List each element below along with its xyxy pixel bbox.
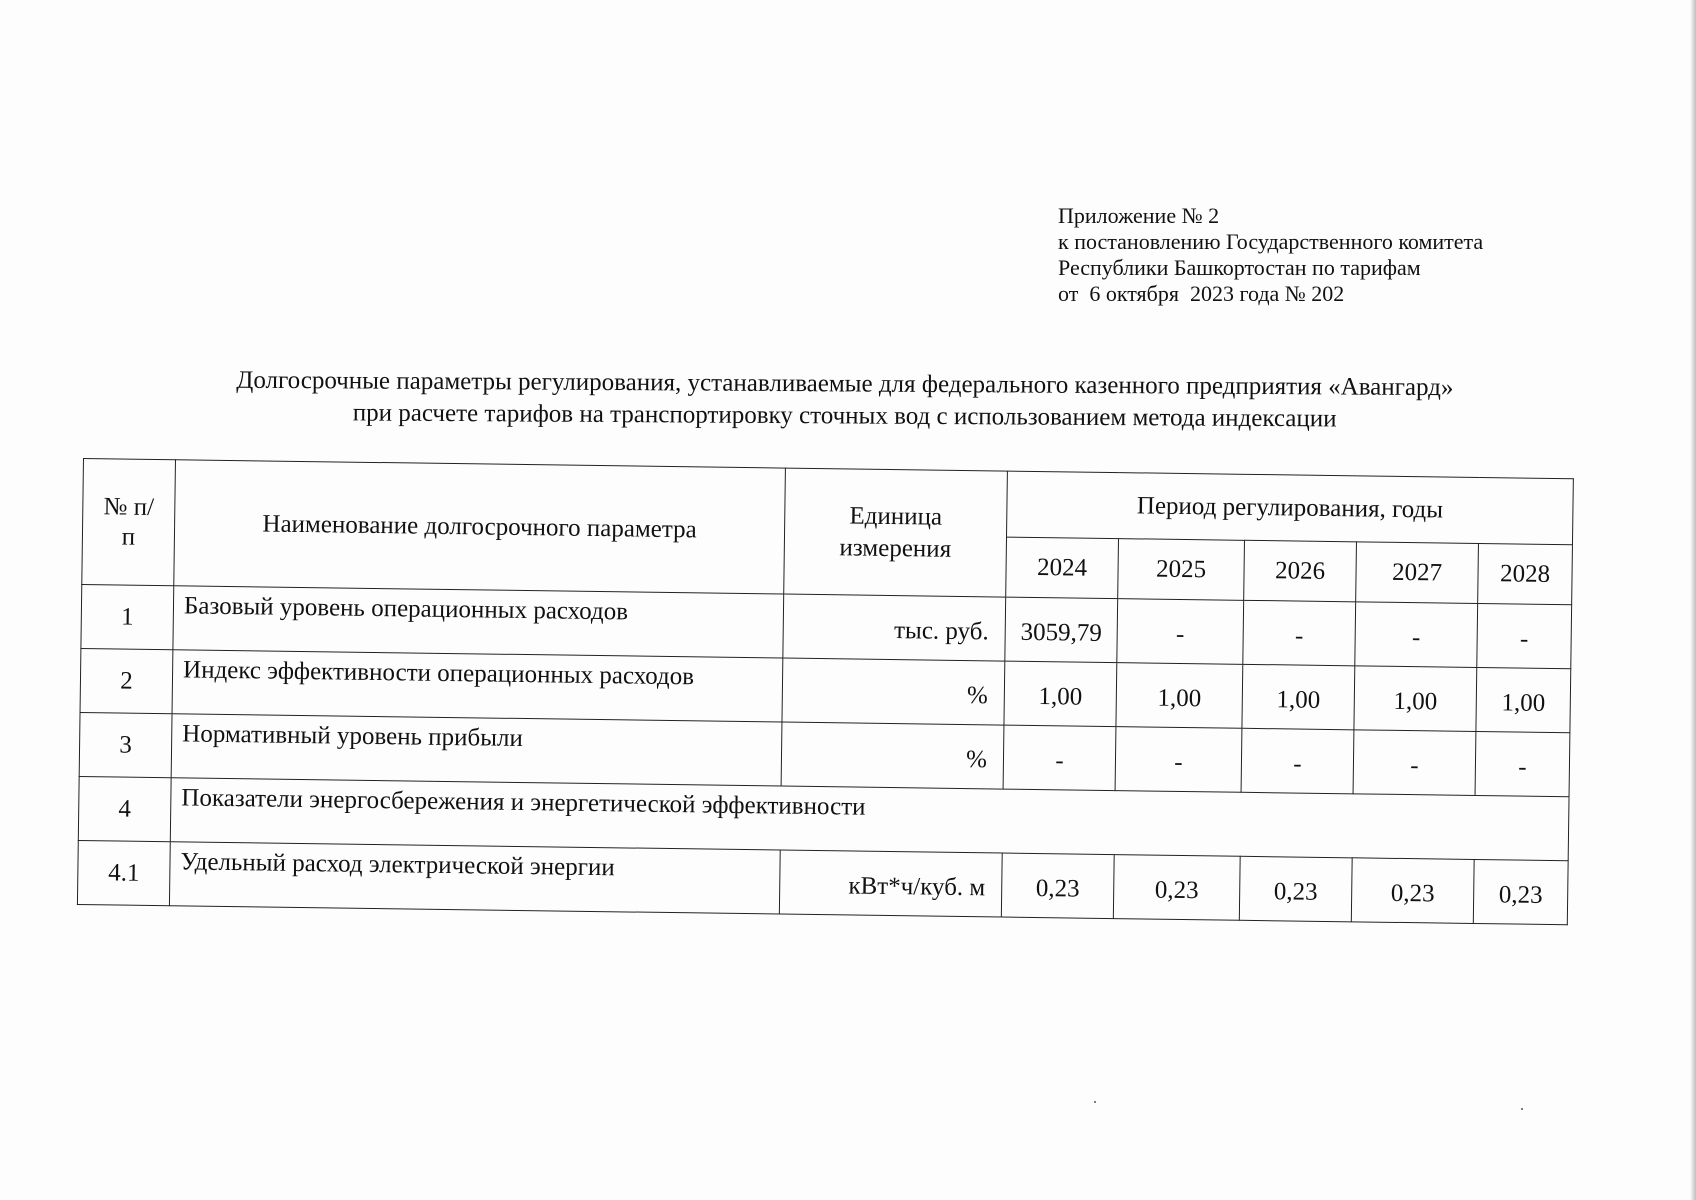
appendix-line-1: Приложение № 2	[1058, 203, 1220, 228]
header-unit: Единица измерения	[784, 468, 1008, 597]
value-cell: 3059,79	[1005, 597, 1118, 663]
parameter-name: Удельный расход электрической энергии	[169, 842, 780, 914]
row-number: 3	[79, 712, 172, 777]
parameter-unit: %	[781, 722, 1004, 789]
row-number: 2	[80, 648, 173, 713]
header-year: 2028	[1478, 544, 1573, 605]
value-cell: -	[1241, 728, 1354, 794]
header-name: Наименование долгосрочного параметра	[174, 460, 786, 594]
appendix-header	[1058, 203, 1483, 307]
value-cell: 0,23	[1473, 859, 1568, 924]
parameter-name: Нормативный уровень прибыли	[171, 714, 782, 786]
value-cell: 0,23	[1351, 858, 1474, 924]
value-cell: 1,00	[1116, 663, 1243, 729]
scan-speck	[1094, 1101, 1096, 1103]
header-num: № п/п	[82, 459, 176, 586]
document-title	[120, 364, 1570, 437]
parameters-table-wrapper	[77, 458, 1574, 925]
parameter-unit: тыс. руб.	[783, 594, 1006, 661]
value-cell: 0,23	[1239, 856, 1352, 922]
parameter-name: Индекс эффективности операционных расходов	[172, 650, 783, 722]
value-cell: -	[1353, 730, 1476, 796]
header-period: Период регулирования, годы	[1007, 471, 1574, 545]
value-cell: -	[1117, 599, 1244, 665]
row-number: 4	[78, 776, 171, 841]
header-year: 2027	[1356, 542, 1479, 604]
value-cell: 0,23	[1001, 853, 1114, 919]
value-cell: -	[1477, 603, 1572, 668]
appendix-line-2: к постановлению Государственного комитета	[1058, 229, 1484, 254]
header-year: 2026	[1244, 540, 1357, 602]
appendix-line-4: от 6 октября 2023 года № 202	[1058, 281, 1345, 306]
title-line-2: при расчете тарифов на транспортировку сточных вод с использованием метода индексации	[352, 399, 1337, 433]
scan-edge	[1690, 0, 1696, 1200]
parameter-unit: %	[782, 658, 1005, 725]
value-cell: 1,00	[1354, 666, 1477, 732]
row-number: 4.1	[77, 840, 170, 905]
value-cell: -	[1475, 731, 1570, 796]
value-cell: -	[1243, 600, 1356, 666]
header-year: 2025	[1118, 539, 1245, 601]
value-cell: 1,00	[1004, 661, 1117, 727]
parameter-name: Базовый уровень операционных расходов	[173, 586, 784, 658]
value-cell: 0,23	[1113, 855, 1240, 921]
value-cell: -	[1003, 725, 1116, 791]
parameter-unit: кВт*ч/куб. м	[779, 850, 1002, 917]
row-number: 1	[81, 584, 174, 649]
scan-speck	[1521, 1108, 1523, 1110]
section-name: Показатели энергосбережения и энергетической эффективности	[170, 778, 1569, 861]
value-cell: 1,00	[1242, 664, 1355, 730]
parameters-table	[77, 458, 1574, 925]
header-year: 2024	[1006, 537, 1119, 599]
value-cell: -	[1115, 727, 1242, 793]
value-cell: 1,00	[1476, 667, 1571, 732]
value-cell: -	[1355, 602, 1478, 668]
title-line-1: Долгосрочные параметры регулирования, устанавливаемые для федерального казенного предприятия «Авангард»	[236, 366, 1454, 402]
appendix-line-3: Республики Башкортостан по тарифам	[1058, 255, 1421, 280]
